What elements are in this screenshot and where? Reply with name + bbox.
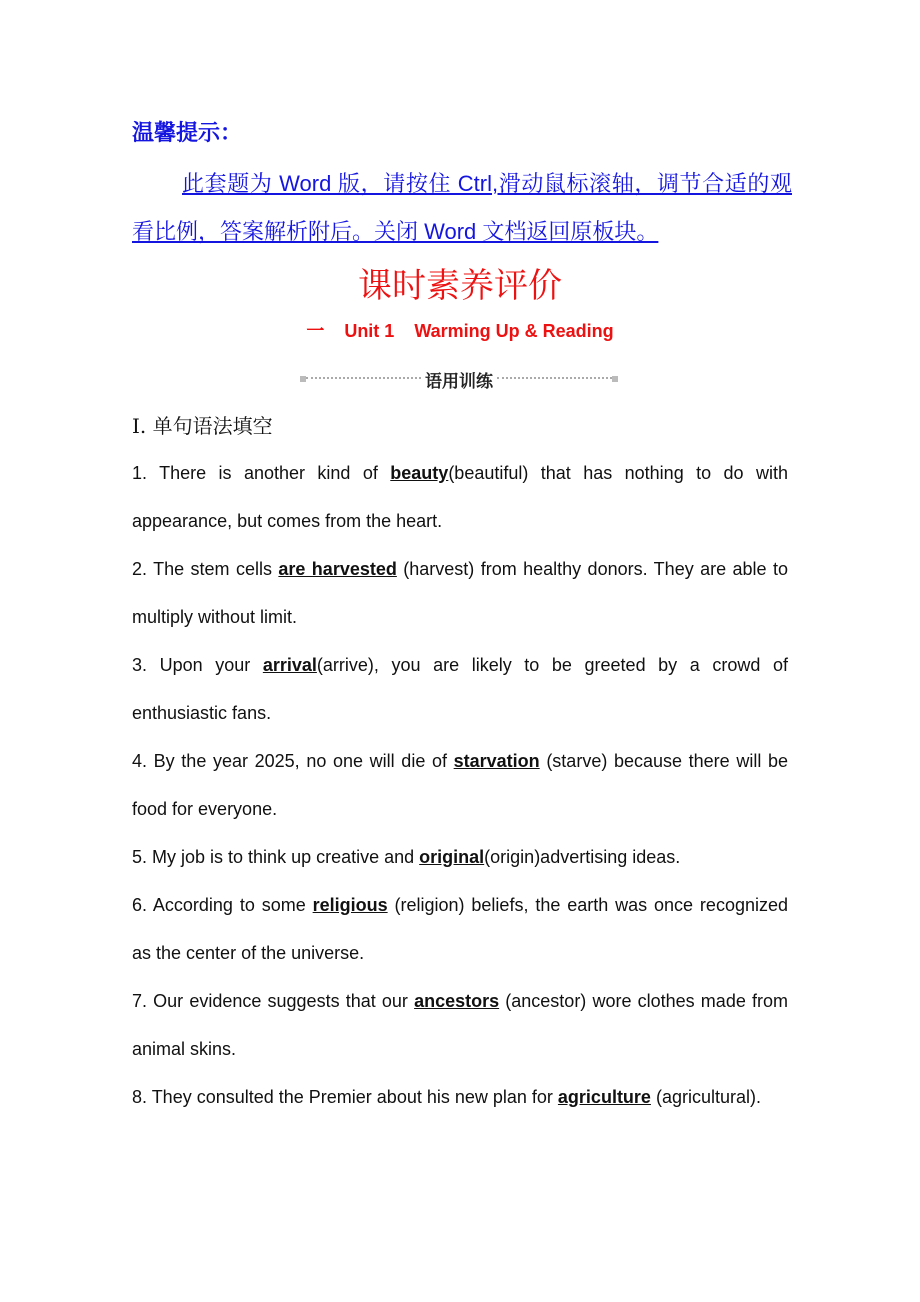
question-item [132,977,788,1073]
question-item [132,833,788,881]
question-item [132,1073,788,1121]
question-item [132,881,788,977]
answer: original [419,847,485,867]
section-heading: Ⅰ. 单句语法填空 [132,414,273,438]
question-text: 6. According to some [132,895,313,915]
answer: arrival [262,655,317,675]
question-text: 5. My job is to think up creative and [132,847,420,867]
answer: ancestors [414,991,500,1011]
question-item [132,449,788,545]
question-text: 2. The stem cells [132,559,279,579]
tip-body: 此套题为 Word 版，请按住 Ctrl,滑动鼠标滚轴，调节合适的观看比例，答案解析附后。关闭 Word 文档返回原板块。 [132,171,792,244]
question-list [132,449,788,1121]
tip-title: 温馨提示： [132,120,243,145]
question-text: 8. They consulted the Premier about his new plan for [132,1087,558,1107]
question-text: (starve) because there will be food for everyone. [132,751,788,819]
question-text: 7. Our evidence suggests that our [132,991,415,1011]
divider-line [497,377,612,381]
question-text: (origin)advertising ideas. [484,847,681,867]
question-item [132,545,788,641]
page-title: 课时素养评价 [358,266,562,306]
answer: are harvested [278,559,397,579]
answer: starvation [453,751,540,771]
question-text: 3. Upon your [132,655,263,675]
answer: religious [312,895,388,915]
question-text: (harvest) from healthy donors. They are able to multiply without limit. [132,559,788,627]
question-item [132,641,788,737]
unit-heading: 一 Unit 1 Warming Up & Reading [306,321,614,341]
question-item [132,737,788,833]
divider-end-icon [612,376,618,382]
section-divider [300,368,618,390]
answer: beauty [390,463,449,483]
divider-line [306,377,421,381]
question-text: (religion) beliefs, the earth was once recognized as the center of the universe. [132,895,788,963]
divider-label: 语用训练 [425,371,493,391]
question-text: (agricultural). [650,1087,761,1107]
question-text: 1. There is another kind of [132,463,391,483]
answer: agriculture [557,1087,651,1107]
question-text: (arrive), you are likely to be greeted by a crowd of enthusiastic fans. [132,655,788,723]
question-text: (beautiful) that has nothing to do with appearance, but comes from the heart. [132,463,788,531]
question-text: 4. By the year 2025, no one will die of [132,751,454,771]
question-text: (ancestor) wore clothes made from animal skins. [132,991,788,1059]
